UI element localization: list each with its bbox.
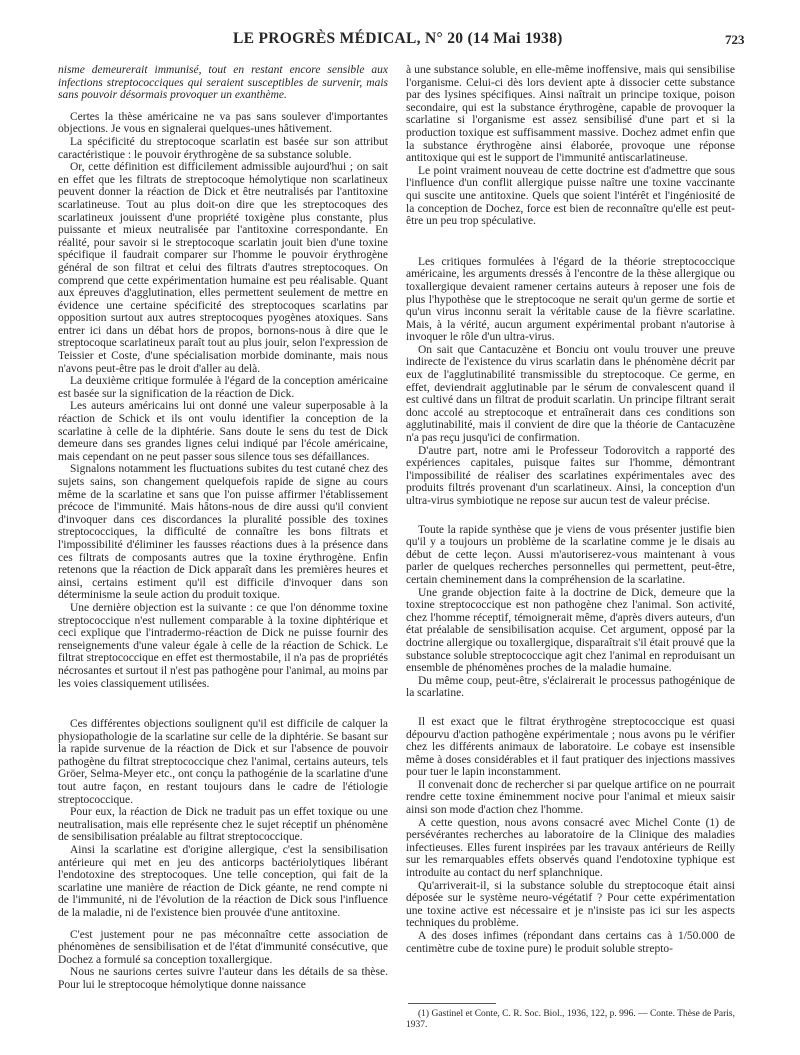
paragraph: à une substance soluble, en elle-même inoffensive, mais qui sensibilise l'organisme. Celui-ci dès lors devient apte à dissocier cette substance par des lysines spécifiques. Ainsi naîtrait un principe toxique, poison secondaire, qui est la substance érythrogène, capable de provoquer la scarlatine si l'organisme est assez sensibilisé d'une part et si la production toxique est suffisamment massive. Dochez admet enfin que la substance érythrogène ainsi élaborée, provoque une réponse antitoxique qui est le support de l'immunité antiscarlatineuse. <box>406 64 735 165</box>
right-column <box>406 64 735 955</box>
paragraph: Ces différentes objections soulignent qu'il est difficile de calquer la physiopathologie de la scarlatine sur celle de la diphtérie. Se basant sur la rapide survenue de la réaction de Dick et sur l'absence de pouvoir pathogène du filtrat streptococcique chez l'animal, certains auteurs, tels Gröer, Selma-Meyer etc., ont conçu la pathogénie de la scarlatine d'une tout autre façon, en restant toujours dans le cadre de l'étiologie streptococcique. <box>58 718 388 806</box>
paragraph: Pour eux, la réaction de Dick ne traduit pas un effet toxique ou une neutralisation, mais elle représente chez le sujet réceptif un phénomène de sensibilisation préalable au filtrat streptococcique. <box>58 806 388 844</box>
page-number: 723 <box>725 32 745 47</box>
paragraph: Les critiques formulées à l'égard de la théorie streptococcique américaine, les arguments dressés à l'encontre de la thèse allergique ou toxallergique devaient ramener certains auteurs à reposer une fois de plus l'hypothèse que le streptocoque ne serait qu'un germe de sortie et qu'un virus inconnu serait la véritable cause de la fièvre scarlatine. Mais, à la vérité, aucun argument expérimental probant n'autorise à invoquer le rôle d'un ultra-virus. <box>406 255 735 344</box>
paragraph: A cette question, nous avons consacré avec Michel Conte (1) de persévérantes recherches au laboratoire de la Clinique des maladies infectieuses. Elles furent inspirées par les travaux antérieurs de Reilly sur les remarquables effets observés quand l'endotoxine typhique est introduite au contact du nerf splanchnique. <box>406 816 735 880</box>
paragraph: Qu'arriverait-il, si la substance soluble du streptocoque était ainsi déposée sur le système neuro-végétatif ? Pour cette expérimentation une toxine active est nécessaire et je n'insiste pas ici sur les aspects techniques du problème. <box>406 879 735 930</box>
running-title: LE PROGRÈS MÉDICAL, N° 20 (14 Mai 1938) <box>233 30 563 47</box>
footnote: (1) Gastinel et Conte, C. R. Soc. Biol., 1936, 122, p. 996. — Conte. Thèse de Paris, 1937. <box>406 1009 735 1030</box>
page-header <box>0 30 800 50</box>
paragraph: Nous ne saurions certes suivre l'auteur dans les détails de sa thèse. Pour lui le streptocoque hémolytique donne naissance <box>58 966 388 991</box>
paragraph: La deuxième critique formulée à l'égard de la conception américaine est basée sur la signification de la réaction de Dick. <box>58 375 388 400</box>
paragraph: La spécificité du streptocoque scarlatin est basée sur son attribut caractéristique : le pouvoir érythrogène de sa substance soluble. <box>58 135 388 161</box>
paragraph: On sait que Cantacuzène et Bonciu ont voulu trouver une preuve indirecte de l'existence du virus scarlatin dans le phénomène décrit par eux de l'agglutinabilité transmissible du streptocoque. Ce germe, en effet, deviendrait agglutinable par le sérum de convalescent quand il est cultivé dans un filtrat de produit scarlatin. Un principe filtrant serait donc accolé au streptocoque et entraînerait dans ces conditions son agglutinabilité, mais il convient de dire que la théorie de Cantacuzène n'a pas reçu jusqu'ici de confirmation. <box>406 343 735 445</box>
paragraph: A des doses infimes (répondant dans certains cas à 1/50.000 de centimètre cube de toxine pure) le produit soluble strepto- <box>406 930 735 955</box>
paragraph: Toute la rapide synthèse que je viens de vous présenter justifie bien qu'il y a toujours un problème de la scarlatine comme je le disais au début de cette leçon. Aussi m'autoriserez-vous maintenant à vous parler de quelques recherches personnelles qui permettent, peut-être, certain cheminement dans la compréhension de la scarlatine. <box>406 523 735 586</box>
paragraph: Signalons notamment les fluctuations subites du test cutané chez des sujets sains, son changement quelquefois rapide de signe au cours même de la scarlatine et sans que l'on puisse affirmer l'établissement précoce de l'immunité. Mais hâtons-nous de dire aussi qu'il convient d'invoquer dans ces discordances la pluralité possible des toxines streptococciques, la difficulté de connaître les bons filtrats et l'impossibilité d'éliminer les fausses réactions dues à la présence dans ces filtrats de composants autres que la toxine érythrogène. Enfin retenons que la réaction de Dick apparaît dans les premières heures et ainsi, certains estiment qu'il est difficile d'invoquer dans son déterminisme la seule action du produit toxique. <box>58 463 388 602</box>
paragraph: D'autre part, notre ami le Professeur Todorovitch a rapporté des expériences capitales, puisque faites sur l'homme, démontrant l'impossibilité de réaliser des scarlatines expérimentales avec des produits filtrés provenant d'un scarlatineux. Ainsi, la conception d'un ultra-virus symbiotique ne repose sur aucun test de valeur précise. <box>406 444 735 507</box>
paragraph: Il convenait donc de rechercher si par quelque artifice on ne pourrait rendre cette toxine éminemment nocive pour l'animal et mieux saisir ainsi son mode d'action chez l'homme. <box>406 778 735 817</box>
paragraph: Les auteurs américains lui ont donné une valeur superposable à la réaction de Schick et ils ont voulu identifier la conception de la scarlatine à celle de la diphtérie. Sans doute le sens du test de Dick demeure dans ses grandes lignes celui indiqué par l'école américaine, mais cependant on ne peut passer sous silence tous ses défaillances. <box>58 400 388 463</box>
paragraph: Or, cette définition est difficilement admissible aujourd'hui ; on sait en effet que les filtrats de streptocoque hémolytique non scarlatineux peuvent donner la réaction de Dick et être neutralisés par l'antitoxine scarlatineuse. Tout au plus doit-on dire que les streptocoques des scarlatineux jouissent d'une propriété toxigène plus constante, plus puissante et mieux neutralisée par l'antitoxine correspondante. En réalité, pour savoir si le streptocoque scarlatin jouit bien d'une toxine spécifique il faudrait comparer sur l'homme le pouvoir érythrogène général de son filtrat et celui des filtrats d'autres streptocoques. On comprend que cette expérimentation humaine est peu réalisable. Quant aux épreuves d'agglutination, elles permettent seulement de mettre en évidence une certaine spécificité des streptocoques scarlatins par opposition surtout aux autres streptocoques pyogènes atoxiques. Sans entrer ici dans un débat hors de propos, bornons-nous à dire que le streptocoque scarlatineux paraît tout au plus jouir, selon l'expression de Teissier et Coste, d'une spécialisation morbide dominante, mais nous n'avons peut-être pas le droit d'aller au delà. <box>58 161 388 375</box>
paragraph: Ainsi la scarlatine est d'origine allergique, c'est la sensibilisation antérieure qui met en jeu des anticorps bactériolytiques libérant l'endotoxine des streptocoques. Une telle conception, qui fait de la scarlatine une manière de réaction de Dick géante, ne rend compte ni de l'immunité, ni de l'évolution de la réaction de Dick sous l'influence de la maladie, ni de l'existence bien prouvée d'une antitoxine. <box>58 844 388 919</box>
paragraph: Il est exact que le filtrat érythrogène streptococcique est quasi dépourvu d'action pathogène expérimentale ; nous avons pu le vérifier chez les différents animaux de laboratoire. Le cobaye est insensible même à doses considérables et il faut pratiquer des injections massives pour tuer le lapin inconstamment. <box>406 715 735 779</box>
paragraph: Une dernière objection est la suivante : ce que l'on dénomme toxine streptococcique n'est nullement comparable à la toxine diphtérique et ceci explique que l'intradermo-réaction de Dick ne puisse fournir des renseignements d'une valeur égale à celle de la réaction de Schick. Le filtrat streptococcique en effet est thermostabile, il n'a pas de propriétés nécrosantes et surtout il n'est pas pathogène pour l'animal, au moins par les voies classiquement utilisées. <box>58 601 388 690</box>
footnote-divider <box>408 1003 496 1004</box>
paragraph: Certes la thèse américaine ne va pas sans soulever d'importantes objections. Je vous en signalerai quelques-unes hâtivement. <box>58 110 388 136</box>
paragraph: Le point vraiment nouveau de cette doctrine est d'admettre que sous l'influence d'un conflit allergique puisse naître une toxine vaccinante qui suscite une antitoxine. Quels que soient l'intérêt et l'ingéniosité de la conception de Dochez, force est bien de reconnaître qu'elle est peut-être un peu trop spéculative. <box>406 164 735 228</box>
paragraph: nisme demeurerait immunisé, tout en restant encore sensible aux infections streptococciques qui seraient susceptibles de survenir, mais sans pouvoir désormais provoquer un exanthème. <box>58 64 388 102</box>
paragraph: Une grande objection faite à la doctrine de Dick, demeure que la toxine streptococcique est non pathogène chez l'animal. Son activité, chez l'homme réceptif, témoignerait même, d'après divers auteurs, d'un état préalable de sensibilisation acquise. Cet argument, opposé par la doctrine allergique ou toxallergique, disparaîtrait s'il était prouvé que la substance soluble streptococcique agit chez l'animal en reproduisant un ensemble de phénomènes proches de la maladie humaine. <box>406 586 735 675</box>
paragraph: C'est justement pour ne pas méconnaître cette association de phénomènes de sensibilisation et de l'état d'immunité consécutive, que Dochez a formulé sa conception toxallergique. <box>58 928 388 966</box>
left-column <box>58 64 388 992</box>
paragraph: Du même coup, peut-être, s'éclairerait le processus pathogénique de la scarlatine. <box>406 674 735 700</box>
